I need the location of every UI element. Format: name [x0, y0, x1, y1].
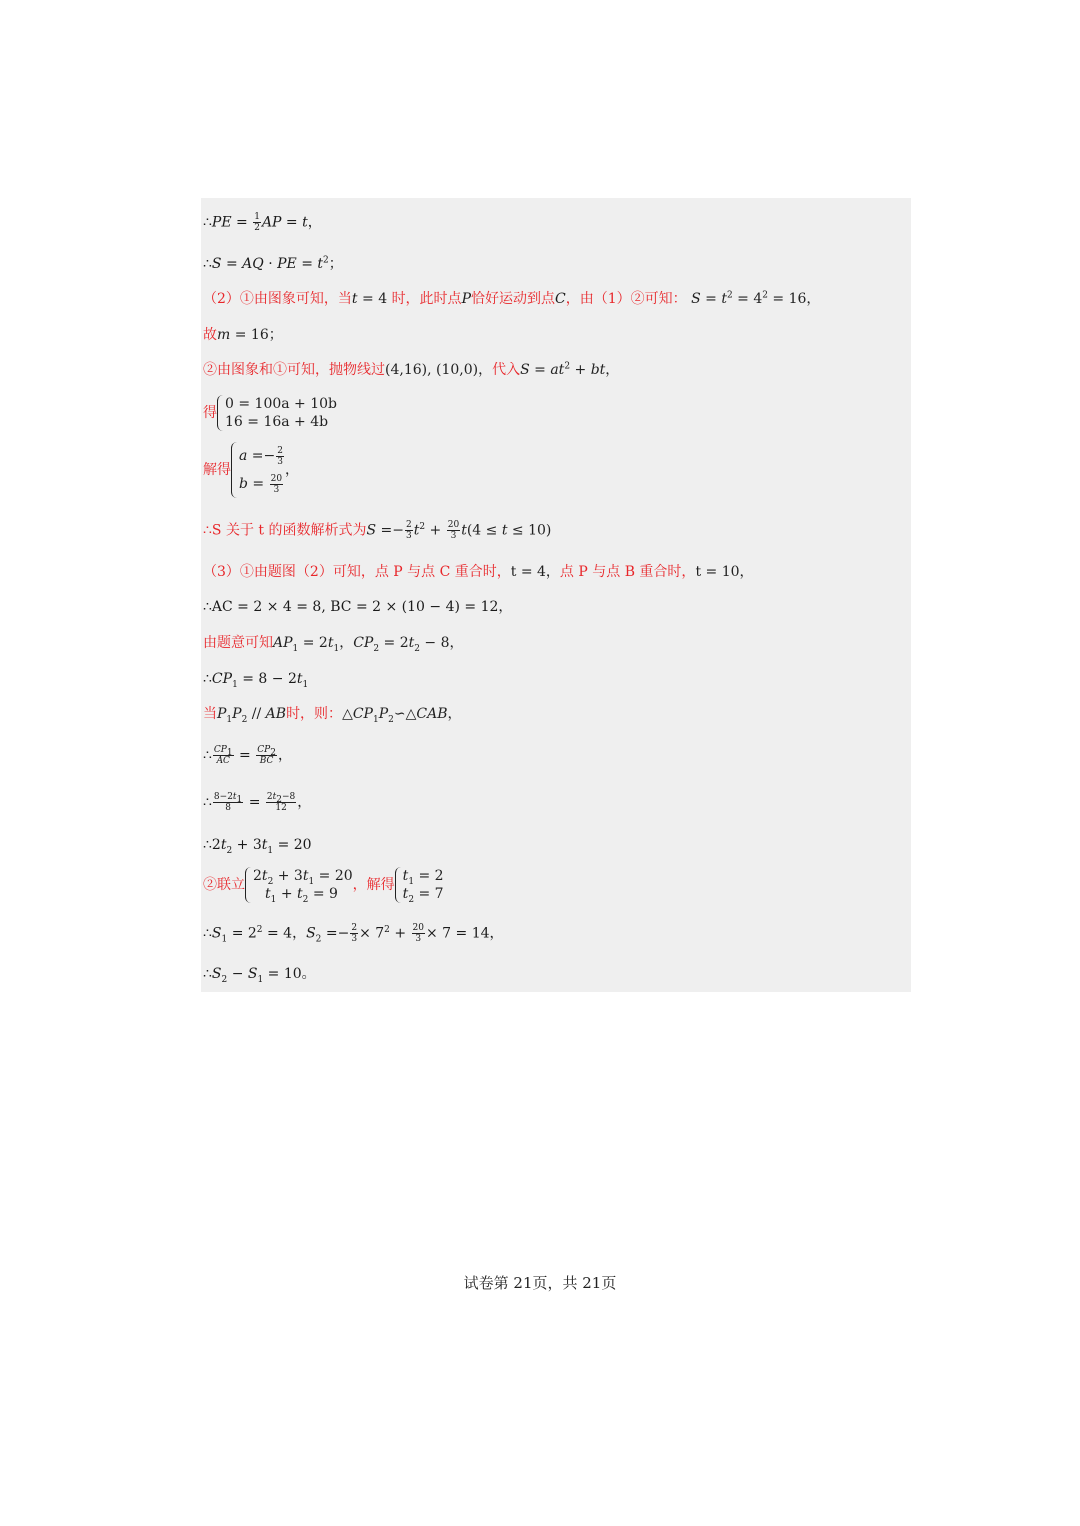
function-label: ∴S 关于 t 的函数解析式为 [203, 522, 367, 539]
line-cp1: $\therefore CP_1 = 8 - 2t_1$ [203, 671, 309, 690]
system1-row2: 16 = 16a + 4b [225, 414, 329, 430]
line-ac-bc: ∴AC = 2 × 4 = 8, BC = 2 × (10 − 4) = 12， [203, 599, 513, 615]
line-ratio2: ∴ $\frac{8-2t_1}{8}$ = $\frac{2t_2-8}{12}$ ， [203, 792, 312, 813]
line-ap1-cp2: 由题意可知 $AP_1 = 2t_1$，$CP_2 = 2t_2 - 8$， [203, 635, 464, 654]
system2-row4: $t_2 = 7$ [402, 886, 444, 905]
m-value-label: 故 [203, 327, 217, 343]
system2-solve-label: ，解得 [352, 877, 395, 893]
similar-label2: 时，则： [286, 706, 343, 722]
similar-label1: 当 [203, 706, 217, 722]
line-m-value: 故 m = 16； [203, 327, 283, 343]
line-s-area: ∴S = AQ · PE = $t^2$； [203, 255, 343, 272]
line-parabola: ②由图象和①可知，抛物线过(4,16), (10,0)，代入 $S = at^2$ + bt， [203, 361, 620, 378]
line-difference: $\therefore S_2 - S_1 = 10$。 [203, 966, 316, 985]
line-solution-ab: 解得 a =− $\frac{2}{3}$ b = $\frac{20}{3}$ ， [203, 442, 299, 498]
line-s1-s2: $\therefore S_1 = 2^2 = 4$，$S_2$ =− $\frac{2}{3}$ × $7^2$ + $\frac{20}{3}$ × 7 = 14， [203, 923, 504, 945]
line-pe: ∴PE = $\frac{1}{2}$ AP = t， [203, 212, 322, 233]
line-function: ∴S 关于 t 的函数解析式为 S =− $\frac{2}{3}$ $t^2$ + $\frac{20}{3}$ t(4 ≤ t ≤ 10) [203, 520, 552, 541]
system2-label: ②联立 [203, 877, 245, 893]
parabola-text: ②由图象和①可知，抛物线过 [203, 362, 385, 378]
page-footer: 试卷第 21页，共 21页 [463, 1274, 617, 1292]
system2-brace [245, 867, 353, 903]
system2-row2: $t_1 + t_2 = 9$ [265, 886, 338, 905]
part3-intro-text1: （3）①由题图（2）可知，点 P 与点 C 重合时， [203, 564, 511, 580]
line-system1 [203, 395, 337, 431]
solution-ab-brace [231, 442, 285, 498]
line-part3-intro [203, 563, 754, 581]
system2-row3: $t_1 = 2$ [402, 868, 444, 887]
system2-solution-brace [395, 867, 444, 903]
system2-row1: $2t_2 + 3t_1 = 20$ [253, 868, 353, 887]
parabola-substitute: 代入 [492, 362, 521, 378]
solution-b-row: b = $\frac{20}{3}$ [239, 473, 283, 495]
line-system2 [203, 867, 444, 903]
part3-intro-text2: 点 P 与点 B 重合时， [559, 564, 696, 580]
line-similar: 当 $P_1P_2$ // AB时，则： $\triangle CP_1P_2∽\triangle CAB$， [203, 706, 462, 725]
part3-t4: t = 4， [510, 564, 560, 580]
line-part2-intro: （2）①由图象可知，当t = 4 时，此时点P恰好运动到点C，由（1）②可知： $S = t^2 = 4^2 = 16$， [203, 290, 821, 307]
system1-row1: 0 = 100a + 10b [225, 396, 338, 412]
ap1-cp2-label: 由题意可知 [203, 635, 273, 651]
system1-brace [217, 395, 337, 431]
line-ratio1: ∴ $\frac{CP_1}{AC}$ = $\frac{CP_2}{BC}$ ， [203, 745, 292, 766]
line-linear: $\therefore 2t_2 + 3t_1 = 20$ [203, 837, 312, 856]
solution-ab-label: 解得 [203, 462, 231, 478]
part3-t10: t = 10， [695, 564, 754, 580]
system1-label: 得 [203, 405, 217, 421]
parabola-points: (4,16), (10,0)， [385, 362, 493, 378]
solution-a-row: a =− $\frac{2}{3}$ [239, 445, 284, 467]
